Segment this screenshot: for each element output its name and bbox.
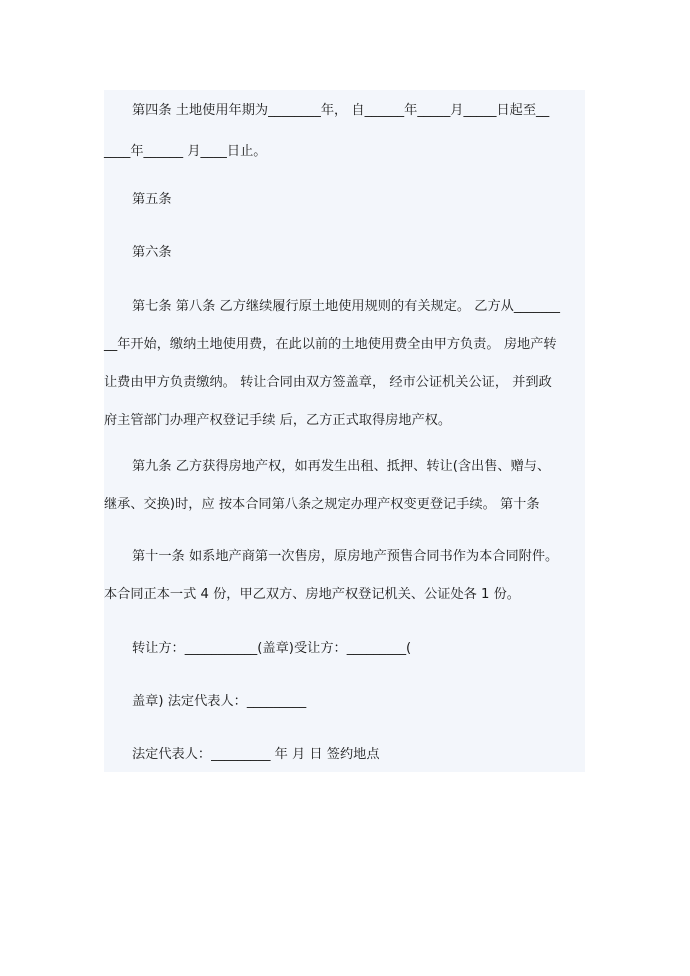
text-line: 盖章) 法定代表人：_________ — [132, 694, 307, 709]
document-page — [104, 90, 585, 772]
article-9-10-paragraph — [104, 454, 585, 518]
text-line: 第四条 土地使用年期为________年， 自______年_____月_____日起至__ — [132, 103, 550, 118]
text-line: 第七条 第八条 乙方继续履行原土地使用规则的有关规定。 乙方从_______ — [132, 299, 560, 314]
text-line: 第六条 — [132, 245, 172, 260]
text-line: 继承、交换)时，应 按本合同第八条之规定办理产权变更登记手续。 第十条 — [104, 497, 540, 512]
text-line: 第十一条 如系地产商第一次售房，原房地产预售合同书作为本合同附件。 — [132, 549, 559, 564]
signature-representative-date-place-line — [104, 742, 585, 768]
article-11-paragraph — [104, 544, 585, 608]
article-4-paragraph — [104, 98, 585, 165]
text-line: 第九条 乙方获得房地产权，如再发生出租、抵押、转让(含出售、赠与、 — [132, 459, 551, 474]
text-line: 让费由甲方负责缴纳。 转让合同由双方签盖章， 经市公证机关公证， 并到政 — [104, 375, 552, 390]
text-line: 本合同正本一式 4 份，甲乙双方、房地产权登记机关、公证处各 1 份。 — [104, 587, 520, 602]
text-line: 转让方：___________(盖章)受让方：_________( — [132, 641, 412, 656]
signature-transferor-line — [104, 636, 585, 662]
text-line: 府主管部门办理产权登记手续 后，乙方正式取得房地产权。 — [104, 413, 452, 428]
text-line: 第五条 — [132, 192, 172, 207]
text-line: __年开始，缴纳土地使用费，在此以前的土地使用费全由甲方负责。 房地产转 — [104, 337, 557, 352]
text-line: 法定代表人：_________ 年 月 日 签约地点 — [132, 747, 380, 762]
article-5-paragraph — [104, 187, 585, 213]
article-7-8-paragraph — [104, 294, 585, 434]
signature-seal-representative-line — [104, 689, 585, 715]
article-6-paragraph — [104, 240, 585, 266]
text-line: ____年______ 月____日止。 — [104, 144, 267, 159]
